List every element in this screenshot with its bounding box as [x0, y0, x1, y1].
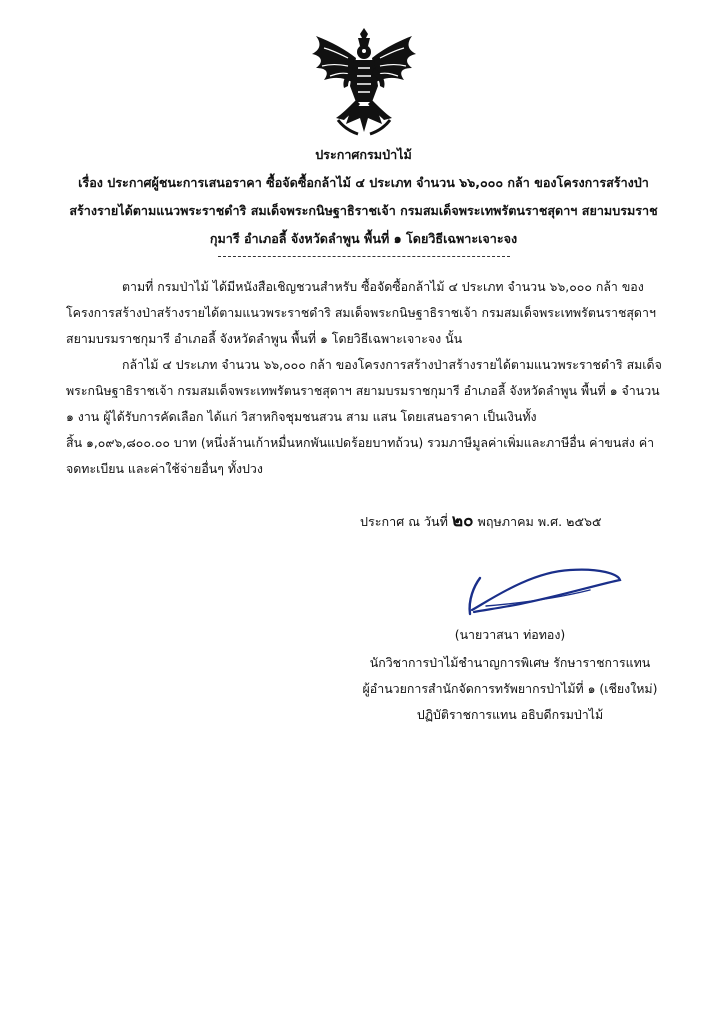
date-day: ๒๐ [451, 511, 474, 531]
subject-line-2: สร้างรายได้ตามแนวพระราชดำริ สมเด็จพระกนิษฐาธิราชเจ้า กรมสมเด็จพระเทพรัตนราชสุดาฯ สยามบรมราช [69, 203, 658, 218]
paragraph1-line-2: โครงการสร้างป่าสร้างรายได้ตามแนวพระราชดำริ สมเด็จพระกนิษฐาธิราชเจ้า กรมสมเด็จพระเทพรัตนราชสุดาฯ [66, 305, 656, 320]
paragraph2-line-4: สิ้น ๑,๐๙๖,๘๐๐.๐๐ บาท (หนึ่งล้านเก้าหมื่นหกพันแปดร้อยบาทถ้วน) รวมภาษีมูลค่าเพิ่มและภาษีอื่น ค่าขนส่ง ค่า [66, 435, 655, 450]
paragraph1-line-3: สยามบรมราชกุมารี อำเภอลี้ จังหวัดลำพูน พื้นที่ ๑ โดยวิธีเฉพาะเจาะจง นั้น [66, 331, 463, 346]
agency-title: ประกาศกรมป่าไม้ [315, 147, 412, 162]
signatory-position-3: ปฏิบัติราชการแทน อธิบดีกรมป่าไม้ [416, 707, 604, 722]
paragraph2-line-2: พระกนิษฐาธิราชเจ้า กรมสมเด็จพระเทพรัตนราชสุดาฯ สยามบรมราชกุมารี อำเภอลี้ จังหวัดลำพูน พื้นที่ ๑ จำนวน [66, 383, 660, 398]
announcement-date [360, 510, 602, 533]
handwritten-signature [450, 560, 630, 620]
date-prefix: ประกาศ ณ วันที่ [360, 514, 448, 529]
garuda-emblem [308, 28, 420, 138]
paragraph2-line-5: จดทะเบียน และค่าใช้จ่ายอื่นๆ ทั้งปวง [66, 461, 263, 476]
date-month-year: พฤษภาคม พ.ศ. ๒๕๖๕ [477, 514, 602, 529]
paragraph2-line-1: กล้าไม้ ๔ ประเภท จำนวน ๖๖,๐๐๐ กล้า ของโครงการสร้างป่าสร้างรายได้ตามแนวพระราชดำริ สมเด็จ [122, 357, 662, 372]
signatory-name: (นายวาสนา ท่อทอง) [454, 627, 566, 642]
signatory-position-2: ผู้อำนวยการสำนักจัดการทรัพยากรป่าไม้ที่ ๑ (เชียงใหม่) [362, 681, 658, 696]
subject-line-1: เรื่อง ประกาศผู้ชนะการเสนอราคา ซื้อจัดซื้อกล้าไม้ ๔ ประเภท จำนวน ๖๖,๐๐๐ กล้า ของโครงการสร้างป่า [78, 175, 649, 190]
paragraph2-line-3: ๑ งาน ผู้ได้รับการคัดเลือก ได้แก่ วิสาหกิจชุมชนสวน สาม แสน โดยเสนอราคา เป็นเงินทั้ง [66, 409, 537, 424]
signatory-position-1: นักวิชาการป่าไม้ชำนาญการพิเศษ รักษาราชการแทน [369, 655, 651, 670]
subject-line-3: กุมารี อำเภอลี้ จังหวัดลำพูน พื้นที่ ๑ โดยวิธีเฉพาะเจาะจง [209, 231, 518, 246]
paragraph1-line-1: ตามที่ กรมป่าไม้ ได้มีหนังสือเชิญชวนสำหรับ ซื้อจัดซื้อกล้าไม้ ๔ ประเภท จำนวน ๖๖,๐๐๐ กล้า ของ [122, 279, 644, 294]
divider-rule [218, 256, 510, 257]
